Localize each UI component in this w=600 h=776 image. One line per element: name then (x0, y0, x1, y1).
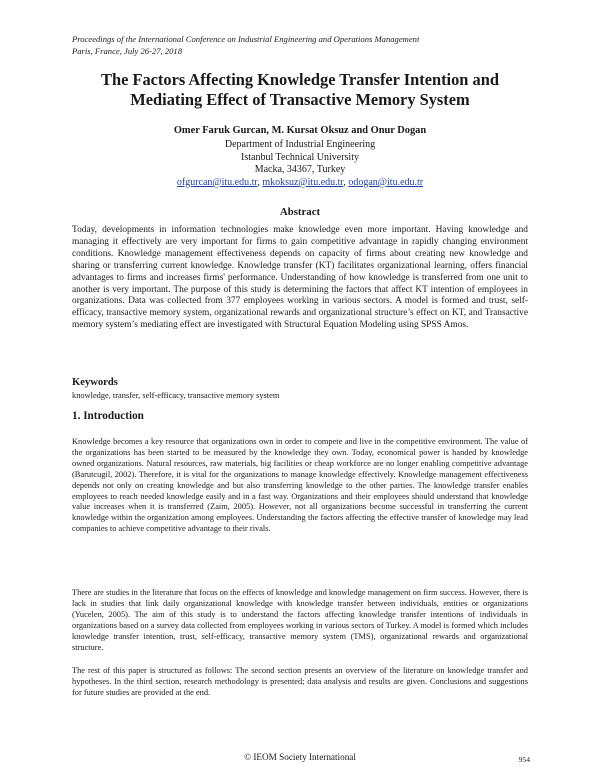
abstract-text: Today, developments in information technologies make knowledge even more important. Having knowledge and managing it effectively are very important for firms to gain competitive advantage in rapidly changing environment conditions. Knowledge management effectiveness depends on capacity of firms about creating new knowledge and sharing or transferring current knowledge. Knowledge transfer (KT) facilitates organizational learning, offers financial advantages to firms and increases firms' performance. Understanding of how knowledge is transferred from one unit to another is very important. The purpose of this study is determining the factors that affect KT intention of employees in organizations. Data was collected from 377 employees working in various sectors. A model is formed and trust, self-efficacy, transactive memory system, organizational rewards and organizational structure’s effect on KT, and Transactive memory system’s mediating effect are investigated with Structural Equation Modeling using SPSS Amos. (72, 225, 528, 331)
keywords-text: knowledge, transfer, self-efficacy, transactive memory system (72, 391, 280, 400)
email-link-gurcan[interactable]: ofgurcan@itu.edu.tr (176, 176, 258, 188)
affiliation-university: Istanbul Technical University (241, 151, 359, 163)
email-line (100, 177, 500, 190)
affiliation-department: Department of Industrial Engineering (224, 139, 376, 150)
copyright-footer: © IEOM Society International (244, 752, 356, 762)
email-link-oksuz[interactable]: mkoksuz@itu.edu.tr (262, 176, 344, 188)
paper-title (60, 70, 540, 110)
introduction-heading: 1. Introduction (72, 410, 144, 422)
email-separator: , (257, 176, 263, 188)
abstract-heading: Abstract (279, 206, 321, 218)
header-conference: Proceedings of the International Conference on Industrial Engineering and Operations Management (72, 34, 420, 44)
intro-paragraph-3: The rest of this paper is structured as follows: The second section presents an overview of the literature on knowledge transfer and hypotheses. In the third section, research methodology is presented; data analysis and results are given. Conclusions and suggestions for future studies are provided at the end. (72, 666, 528, 697)
keywords-heading: Keywords (72, 377, 118, 388)
header-location-date: Paris, France, July 26-27, 2018 (72, 45, 183, 56)
author-list: Omer Faruk Gurcan, M. Kursat Oksuz and Onur Dogan (173, 125, 427, 136)
page-number: 954 (518, 755, 530, 764)
title-line-1: The Factors Affecting Knowledge Transfer Intention and (101, 70, 499, 89)
email-separator: , (343, 176, 349, 188)
title-line-2: Mediating Effect of Transactive Memory System (130, 90, 470, 109)
affiliation-city: Macka, 34367, Turkey (254, 164, 346, 176)
intro-paragraph-2: There are studies in the literature that focus on the effects of knowledge and knowledge management on firm success. However, there is lack in studies that link daily organizational knowledge with knowledge transfer between individuals, entities or organizations (Yucelen, 2005). The aim of this study is to understand the factors affecting knowledge transfer intentions of individuals in organizations based on a survey data collected from employees working in various sectors of Turkey. A model is formed which includes knowledge transfer intention, trust, self-efficacy, transactive memory system (TMS), organizational rewards and organizational structure. (72, 588, 528, 652)
affiliation-block (100, 139, 500, 189)
proceedings-header (72, 34, 532, 57)
intro-paragraph-1: Knowledge becomes a key resource that organizations own in order to compete and live in the competitive environment. The value of the organizations has been started to be measured by the knowledge they own. Today, economical power is handed by knowledge owned organizations. Natural resources, raw materials, big facilities or cheap workforce are no longer enabling competitive advantage (Barutcugil, 2002). Therefore, it is vital for the organizations to manage knowledge effectively. Knowledge management effectiveness depends not only on creating knowledge and but also transferring knowledge to the other parties. The knowledge transfer enables employees to reach needed knowledge easily and in a fast way. Organizations and their employees should understand that knowledge value increases when it is transferred (Zaim, 2005). However, not all organizations become successful in transferring the current knowledge within the organization among employees. Understanding the factors affecting the effective transfer of knowledge may lead companies to achieve competitive advantage to their rivals. (72, 437, 528, 534)
email-link-dogan[interactable]: odogan@itu.edu.tr (348, 176, 424, 188)
